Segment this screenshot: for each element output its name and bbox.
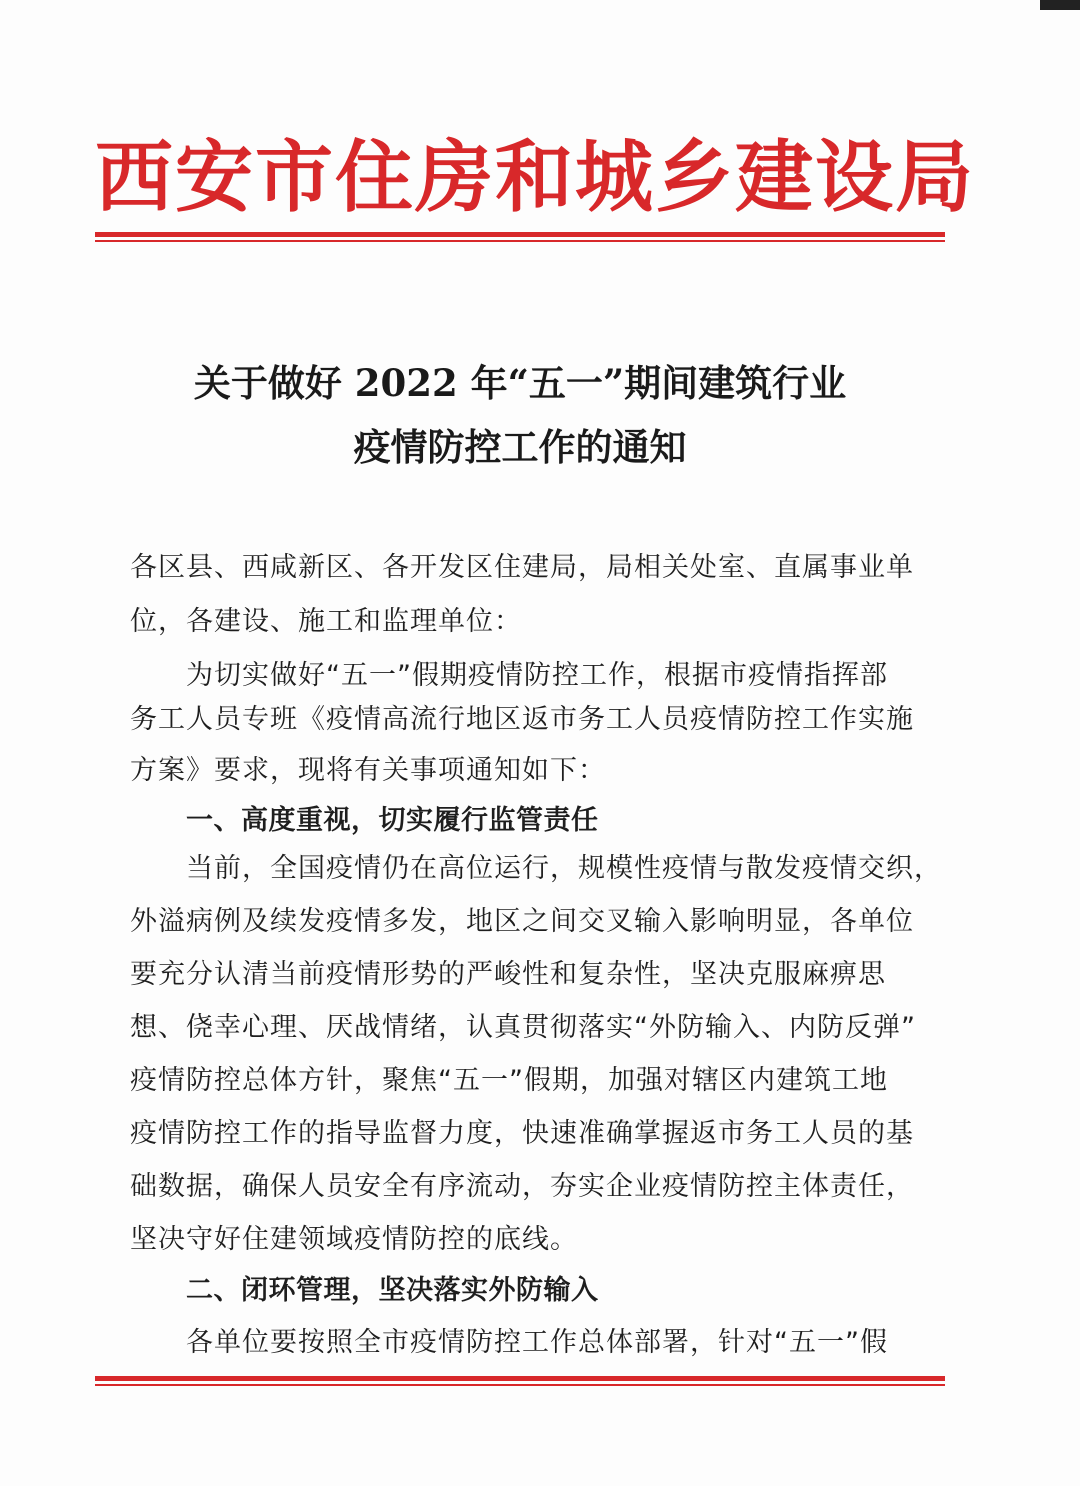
- section-1-line-7: 础数据，确保人员安全有序流动，夯实企业疫情防控主体责任，: [130, 1171, 914, 1202]
- recipients-line-1: 各区县、西咸新区、各开发区住建局，局相关处室、直属事业单: [130, 552, 914, 583]
- section-1-line-4: 想、侥幸心理、厌战情绪，认真贯彻落实“外防输入、内防反弹”: [130, 1012, 916, 1043]
- section-1-line-6: 疫情防控工作的指导监督力度，快速准确掌握返市务工人员的基: [130, 1118, 914, 1149]
- intro-paragraph-line-1: 为切实做好“五一”假期疫情防控工作，根据市疫情指挥部: [186, 660, 888, 691]
- header-red-divider: [95, 232, 945, 242]
- section-1-line-1: 当前，全国疫情仍在高位运行，规模性疫情与散发疫情交织，: [186, 853, 942, 884]
- footer-red-divider: [95, 1376, 945, 1386]
- issuing-authority-header: 西安市住房和城乡建设局: [95, 132, 976, 223]
- document-title-line-2: 疫情防控工作的通知: [353, 425, 687, 469]
- intro-paragraph-line-2: 务工人员专班《疫情高流行地区返市务工人员疫情防控工作实施: [130, 704, 914, 735]
- recipients-line-2: 位，各建设、施工和监理单位：: [130, 606, 522, 637]
- scan-corner-mark: [1040, 0, 1080, 10]
- document-title-line-1: 关于做好 2022 年“五一”期间建筑行业: [193, 361, 847, 405]
- section-heading-1: 一、高度重视，切实履行监管责任: [186, 805, 599, 836]
- section-heading-2: 二、闭环管理，坚决落实外防输入: [186, 1275, 599, 1306]
- section-1-line-8: 坚决守好住建领域疫情防控的底线。: [130, 1224, 578, 1255]
- section-1-line-2: 外溢病例及续发疫情多发，地区之间交叉输入影响明显，各单位: [130, 906, 914, 937]
- section-2-line-1: 各单位要按照全市疫情防控工作总体部署，针对“五一”假: [186, 1327, 888, 1358]
- section-1-line-5: 疫情防控总体方针，聚焦“五一”假期，加强对辖区内建筑工地: [130, 1065, 888, 1096]
- section-1-line-3: 要充分认清当前疫情形势的严峻性和复杂性，坚决克服麻痹思: [130, 959, 886, 990]
- intro-paragraph-line-3: 方案》要求，现将有关事项通知如下：: [130, 755, 606, 786]
